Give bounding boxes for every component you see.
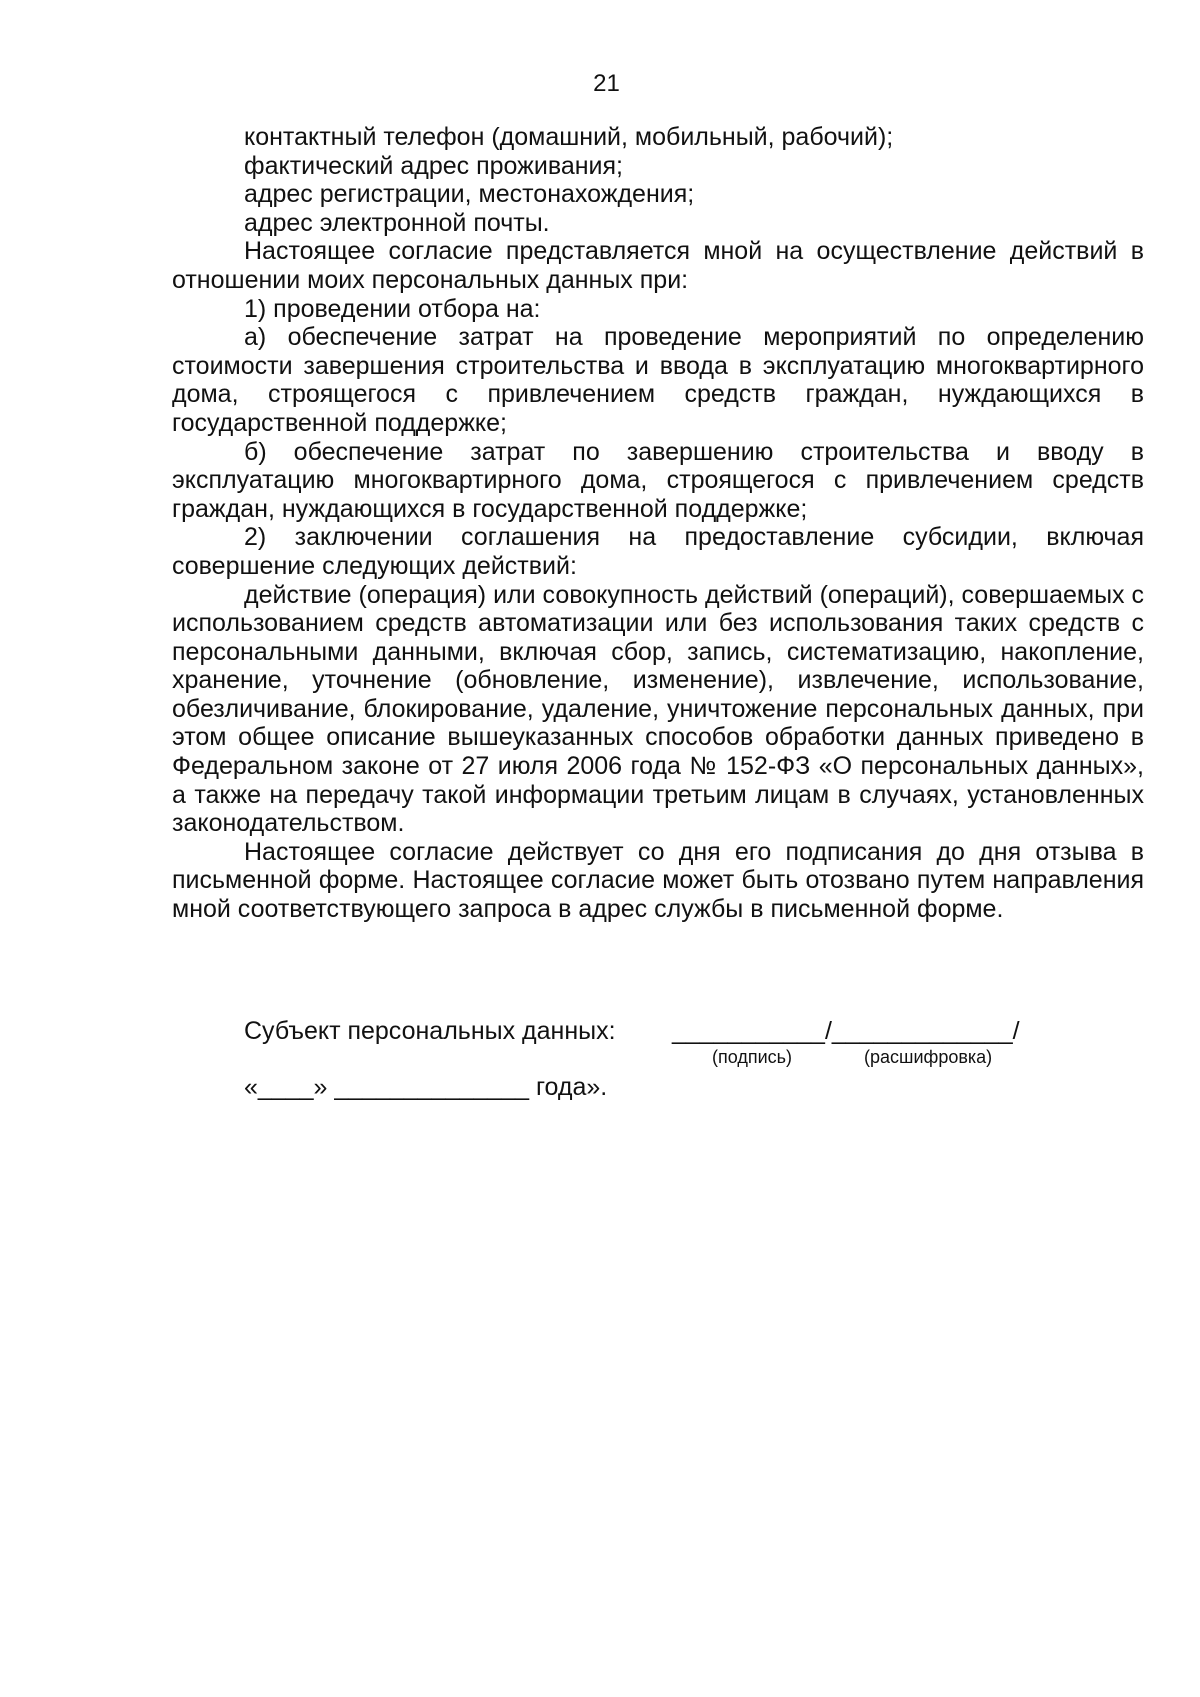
paragraph: Настоящее согласие представляется мной на осуществление действий в отношении моих персональных данных при: [172,237,1144,294]
paragraph: 1) проведении отбора на: [244,294,541,323]
decoding-caption: (расшифровка) [864,1047,993,1067]
date-line: «____» ______________ года». [244,1073,608,1101]
paragraph: действие (операция) или совокупность действий (операций), совершаемых с использованием средств автоматизации или без использования таких средств с персональными данными, включая сбор, запись, систематизацию, накопление, хранение, уточнение (обновление, изменение), извлечение, использование, обезличивание, блокирование, удаление, уничтожение персональных данных, при этом общее описание вышеуказанных способов обработки данных приведено в Федеральном законе от 27 июля 2006 года № 152-ФЗ «О персональных данных», а также на передачу такой информации третьим лицам в случаях, установленных законодательством. [172,580,1144,838]
signature-block [244,1017,1144,1137]
paragraph: фактический адрес проживания; [244,151,624,180]
page-number: 21 [593,70,620,97]
paragraph: 2) заключении соглашения на предоставление субсидии, включая совершение следующих действий: [172,523,1144,580]
paragraph: контактный телефон (домашний, мобильный, рабочий); [244,123,894,151]
paragraph: адрес электронной почты. [244,208,550,237]
document-body [172,123,1144,924]
paragraph: а) обеспечение затрат на проведение мероприятий по определению стоимости завершения строительства и ввода в эксплуатацию многоквартирного дома, строящегося с привлечением средств граждан, нуждающихся в государственной поддержке; [172,323,1144,437]
paragraph: б) обеспечение затрат по завершению строительства и вводу в эксплуатацию многоквартирного дома, строящегося с привлечением средств граждан, нуждающихся в государственной поддержке; [172,437,1144,523]
paragraph: адрес регистрации, местонахождения; [244,180,695,209]
signature-label: Субъект персональных данных: [244,1017,616,1045]
paragraph: Настоящее согласие действует со дня его подписания до дня отзыва в письменной форме. Настоящее согласие может быть отозвано путем направления мной соответствующего запроса в адрес службы в письменной форме. [172,837,1144,924]
signature-caption: (подпись) [712,1047,793,1067]
signature-lines: ___________/_____________/ [672,1017,1020,1045]
